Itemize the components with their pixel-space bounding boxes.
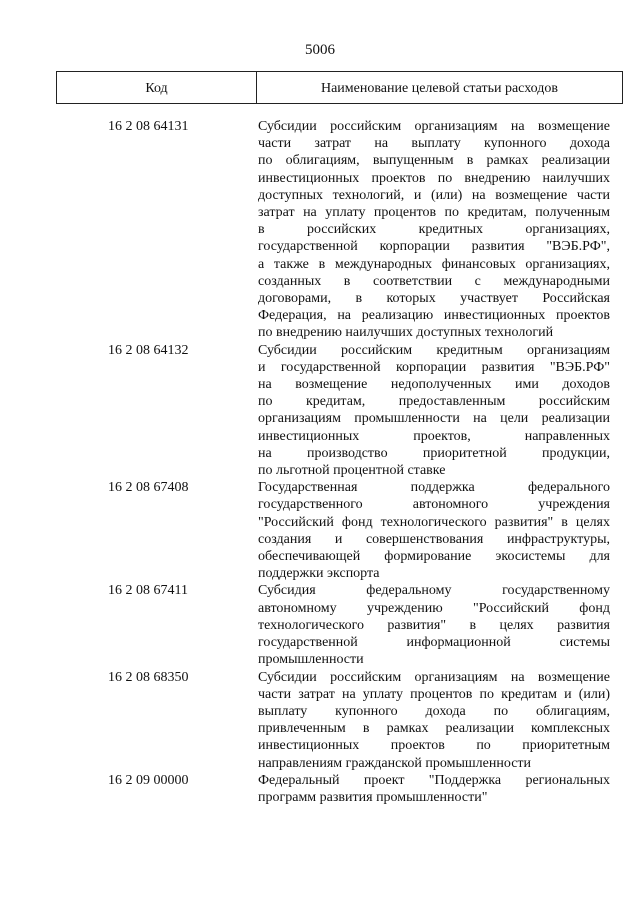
description-line: обеспечивающей формирование экосистемы для (258, 549, 610, 565)
description-line: создания и совершенствования инфраструктуры, (258, 531, 610, 547)
description-line: затрат на уплату процентов по кредитам, полученным (258, 205, 610, 221)
description-line: Субсидии российским организациям на возмещение (258, 669, 610, 685)
description-line: технологического развития" в целях развития (258, 617, 610, 633)
description-line: по кредитам, предоставленным российским (258, 394, 610, 410)
description-line: автономному учреждению "Российский фонд (258, 600, 610, 616)
description-line: в российских кредитных организациях, (258, 222, 610, 238)
table-row (0, 342, 640, 480)
description-line: программ развития промышленности" (258, 789, 488, 805)
description-line: по внедрению наилучших доступных технологий (258, 325, 554, 341)
row-code: 16 2 09 00000 (108, 772, 189, 788)
column-header-code: Код (57, 72, 257, 103)
table-header (56, 71, 623, 104)
page-number: 5006 (305, 42, 335, 58)
description-line: части затрат на выплату купонного дохода (258, 136, 610, 152)
description-line: части затрат на уплату процентов по кредитам и (или) (258, 686, 610, 702)
description-line: направлениям гражданской промышленности (258, 755, 532, 771)
table-row (0, 582, 640, 668)
description-line: Федеральный проект "Поддержка региональных (258, 772, 610, 788)
description-line: "Российский фонд технологического развития" в целях (258, 514, 610, 530)
row-description (258, 772, 610, 806)
description-line: по льготной процентной ставке (258, 463, 446, 479)
description-line: привлеченным в рамках реализации комплексных (258, 721, 610, 737)
description-line: на возмещение недополученных ими доходов (258, 377, 610, 393)
description-line: по облигациям, выпущенным в рамках реализации (258, 153, 610, 169)
description-line: инвестиционных проектов по приоритетным (258, 738, 610, 754)
description-line: доступных технологий, и (или) на возмещение части (258, 187, 610, 203)
description-line: договорами, в которых участвует Российская (258, 291, 610, 307)
description-line: государственной корпорации развития "ВЭБ.РФ", (258, 239, 610, 255)
description-line: поддержки экспорта (258, 566, 380, 582)
row-description (258, 582, 610, 668)
row-code: 16 2 08 67408 (108, 480, 189, 496)
description-line: Субсидии российским кредитным организациям (258, 342, 610, 358)
table-row (0, 772, 640, 806)
description-line: Федерация, на реализацию инвестиционных проектов (258, 308, 610, 324)
row-code: 16 2 08 64132 (108, 342, 189, 358)
description-line: промышленности (258, 652, 364, 668)
description-line: выплату купонного дохода по облигациям, (258, 703, 610, 719)
row-description (258, 669, 610, 772)
row-code: 16 2 08 68350 (108, 669, 189, 685)
table-row (0, 118, 640, 342)
description-line: инвестиционных проектов, направленных (258, 428, 610, 444)
description-line: созданных в соответствии с международными (258, 273, 610, 289)
description-line: инвестиционных проектов по внедрению наилучших (258, 170, 610, 186)
row-code: 16 2 08 67411 (108, 583, 188, 599)
description-line: на производство приоритетной продукции, (258, 445, 610, 461)
table-row (0, 669, 640, 772)
description-line: организациям промышленности на цели реализации (258, 411, 610, 427)
table-body (0, 118, 640, 806)
column-header-name: Наименование целевой статьи расходов (320, 81, 559, 96)
row-description (258, 342, 610, 480)
table-row (0, 479, 640, 582)
row-description (258, 118, 610, 342)
description-line: государственной информационной системы (258, 635, 610, 651)
description-line: Субсидия федеральному государственному (258, 583, 610, 599)
description-line: а также в международных финансовых организациях, (258, 256, 610, 272)
description-line: Государственная поддержка федерального (258, 480, 610, 496)
description-line: и государственной корпорации развития "ВЭБ.РФ" (258, 359, 610, 375)
row-code: 16 2 08 64131 (108, 119, 189, 134)
description-line: Субсидии российским организациям на возмещение (258, 119, 610, 134)
description-line: государственного автономного учреждения (258, 497, 610, 513)
row-description (258, 479, 610, 582)
